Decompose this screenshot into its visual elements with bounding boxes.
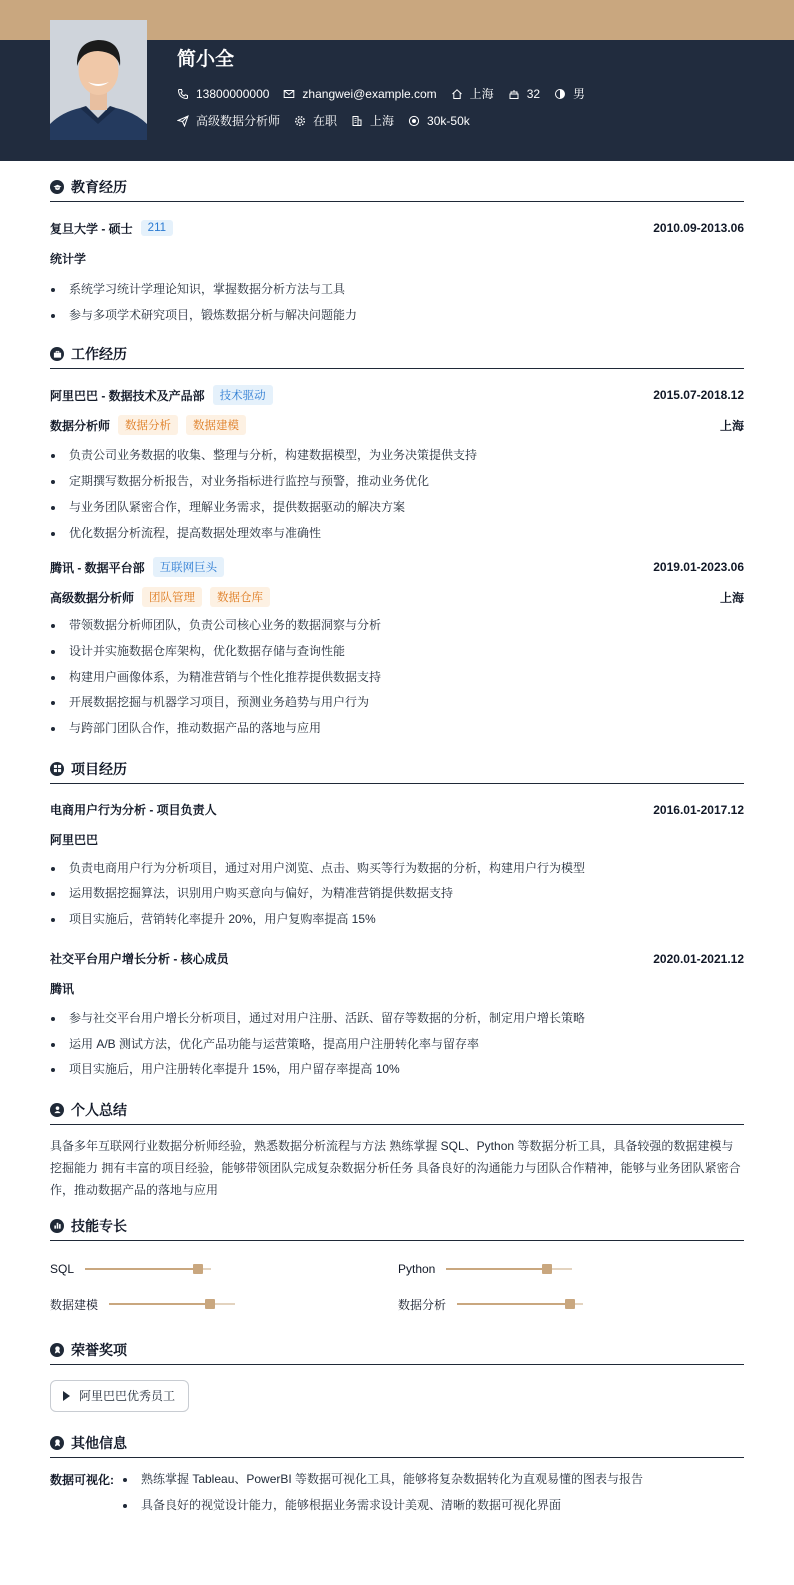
list-item: 运用 A/B 测试方法，优化产品功能与运营策略，提高用户注册转化率与留存率 xyxy=(50,1032,744,1058)
skill-bar xyxy=(109,1303,235,1305)
skill-bar-fill xyxy=(109,1303,210,1305)
skills-section xyxy=(50,1215,744,1315)
award-icon xyxy=(50,1436,64,1450)
mail-icon xyxy=(283,88,295,100)
city-item xyxy=(451,85,494,102)
skills-grid xyxy=(50,1241,744,1315)
project-bullets xyxy=(50,1006,744,1083)
phone-icon xyxy=(177,88,189,100)
list-item: 负责公司业务数据的收集、整理与分析，构建数据模型，为业务决策提供支持 xyxy=(50,443,744,469)
summary-text: 具备多年互联网行业数据分析师经验，熟悉数据分析流程与方法 熟练掌握 SQL、Python 等数据分析工具，具备较强的数据建模与挖掘能力 拥有丰富的项目经验，能够带领团队完成复杂数据分析任务 具备良好的沟通能力与团队合作精神，能够与业务团队紧密合作，推动数据产品的落地与应用 xyxy=(50,1138,741,1197)
list-item: 系统学习统计学理论知识，掌握数据分析方法与工具 xyxy=(50,277,744,303)
email-item xyxy=(283,87,436,101)
expected-city-item xyxy=(351,112,394,129)
entry-date: 2016.01-2017.12 xyxy=(653,802,744,817)
skills-title: 技能专长 xyxy=(71,1217,127,1234)
skill-name: SQL xyxy=(50,1261,75,1276)
school-name: 复旦大学 - 硕士 xyxy=(50,221,133,236)
gender-icon xyxy=(554,88,566,100)
award-text: 阿里巴巴优秀员工 xyxy=(79,1389,176,1404)
project-name: 电商用户行为分析 - 项目负责人 xyxy=(50,803,217,818)
status-item xyxy=(294,112,337,129)
skill-bar-fill xyxy=(446,1268,547,1270)
other-title: 其他信息 xyxy=(71,1434,127,1451)
list-item: 运用数据挖掘算法，识别用户购买意向与偏好，为精准营销提供数据支持 xyxy=(50,881,744,907)
phone-text: 13800000000 xyxy=(196,86,270,101)
list-item: 负责电商用户行为分析项目，通过对用户浏览、点击、购买等行为数据的分析，构建用户行为模型 xyxy=(50,856,744,882)
user-icon xyxy=(50,1103,64,1117)
candidate-name: 简小全 xyxy=(177,49,235,70)
location: 上海 xyxy=(719,418,744,433)
coin-icon xyxy=(408,115,420,127)
entry-date: 2015.07-2018.12 xyxy=(653,388,744,403)
city-text: 上海 xyxy=(469,87,494,101)
entry-header xyxy=(50,555,744,579)
phone-item xyxy=(177,87,269,101)
avatar-illustration xyxy=(50,20,147,140)
skills-header xyxy=(50,1215,744,1241)
age-text: 32 xyxy=(526,86,541,101)
work-header xyxy=(50,343,744,369)
honors-section xyxy=(50,1339,744,1412)
project-org xyxy=(50,827,744,853)
education-entry xyxy=(50,216,744,328)
building-icon xyxy=(351,115,363,127)
skill-item xyxy=(50,1296,235,1313)
entry-header xyxy=(50,383,744,407)
list-item: 构建用户画像体系，为精准营销与个性化推荐提供数据支持 xyxy=(50,665,744,691)
skill-bar-knob xyxy=(193,1264,203,1274)
list-item: 设计并实施数据仓库架构，优化数据存储与查询性能 xyxy=(50,639,744,665)
projects-section xyxy=(50,758,744,1083)
gender-text: 男 xyxy=(573,87,586,101)
list-item: 开展数据挖掘与机器学习项目，预测业务趋势与用户行为 xyxy=(50,690,744,716)
position-item xyxy=(177,112,280,129)
home-icon xyxy=(451,88,463,100)
summary-header xyxy=(50,1099,744,1125)
education-title: 教育经历 xyxy=(71,179,127,195)
education-bullets xyxy=(50,277,744,328)
role-tag: 团队管理 xyxy=(142,587,202,607)
skill-item xyxy=(398,1296,583,1313)
location: 上海 xyxy=(719,590,744,605)
cake-icon xyxy=(508,88,520,100)
other-label: 数据可视化: xyxy=(50,1472,114,1487)
entry-date: 2020.01-2021.12 xyxy=(653,951,744,966)
project-entry xyxy=(50,947,744,1083)
status-text: 在职 xyxy=(313,114,338,128)
gender-item xyxy=(554,85,585,102)
role-tag: 数据建模 xyxy=(186,415,246,435)
skill-name: 数据建模 xyxy=(50,1297,99,1312)
projects-header xyxy=(50,758,744,784)
role-row xyxy=(50,584,744,610)
position-text: 高级数据分析师 xyxy=(196,114,281,128)
expected-city-text: 上海 xyxy=(370,114,395,128)
grid-icon xyxy=(50,762,64,776)
list-item: 与业务团队紧密合作，理解业务需求，提供数据驱动的解决方案 xyxy=(50,495,744,521)
other-section xyxy=(50,1432,744,1518)
honors-title: 荣誉奖项 xyxy=(71,1341,127,1358)
skill-bar xyxy=(446,1268,572,1270)
role-name: 高级数据分析师 xyxy=(50,590,135,605)
other-header xyxy=(50,1432,744,1458)
skill-bar-knob xyxy=(565,1299,575,1309)
education-header xyxy=(50,176,744,202)
skill-item xyxy=(50,1262,211,1276)
list-item: 参与多项学术研究项目，锻炼数据分析与解决问题能力 xyxy=(50,303,744,329)
play-icon xyxy=(63,1391,70,1401)
skill-bar-knob xyxy=(205,1299,215,1309)
school-tag: 211 xyxy=(141,220,173,236)
list-item: 项目实施后，用户注册转化率提升 15%，用户留存率提高 10% xyxy=(50,1057,744,1083)
award-icon xyxy=(50,1343,64,1357)
honors-header xyxy=(50,1339,744,1365)
skill-bar xyxy=(457,1303,583,1305)
list-item: 具备良好的视觉设计能力，能够根据业务需求设计美观、清晰的数据可视化界面 xyxy=(122,1493,744,1519)
briefcase-icon xyxy=(50,347,64,361)
salary-text: 30k-50k xyxy=(427,113,470,128)
award-badge xyxy=(50,1380,189,1412)
contact-info-row xyxy=(177,85,599,102)
entry-header xyxy=(50,947,744,971)
settings-icon xyxy=(294,115,306,127)
work-section xyxy=(50,343,744,741)
role-name: 数据分析师 xyxy=(50,418,111,433)
graduation-cap-icon xyxy=(50,180,64,194)
list-item: 与跨部门团队合作，推动数据产品的落地与应用 xyxy=(50,716,744,742)
skill-name: Python xyxy=(398,1261,436,1276)
project-org xyxy=(50,976,744,1002)
list-item: 定期撰写数据分析报告，对业务指标进行监控与预警，推动业务优化 xyxy=(50,469,744,495)
entry-header xyxy=(50,798,744,822)
skill-item xyxy=(398,1262,572,1276)
email-text: zhangwei@example.com xyxy=(302,86,437,101)
list-item: 带领数据分析师团队，负责公司核心业务的数据洞察与分析 xyxy=(50,613,744,639)
work-entry xyxy=(50,383,744,546)
project-name: 社交平台用户增长分析 - 核心成员 xyxy=(50,952,229,967)
other-item xyxy=(50,1467,744,1518)
summary-section xyxy=(50,1099,744,1201)
entry-header xyxy=(50,216,744,240)
org-text: 腾讯 xyxy=(50,982,75,997)
skill-name: 数据分析 xyxy=(398,1297,447,1312)
work-entry xyxy=(50,555,744,742)
role-tag: 数据分析 xyxy=(118,415,178,435)
company-name: 阿里巴巴 - 数据技术及产品部 xyxy=(50,388,205,403)
company-name: 腾讯 - 数据平台部 xyxy=(50,560,145,575)
skill-bar-knob xyxy=(542,1264,552,1274)
list-item: 熟练掌握 Tableau、PowerBI 等数据可视化工具，能够将复杂数据转化为直观易懂的图表与报告 xyxy=(122,1467,744,1493)
major-text: 统计学 xyxy=(50,251,87,266)
profile-photo xyxy=(50,20,147,140)
send-icon xyxy=(177,115,189,127)
major xyxy=(50,245,744,271)
work-title: 工作经历 xyxy=(71,346,127,363)
bar-chart-icon xyxy=(50,1219,64,1233)
skill-bar-fill xyxy=(85,1268,198,1270)
role-tag: 数据仓库 xyxy=(210,587,270,607)
other-bullets xyxy=(122,1467,744,1518)
list-item: 参与社交平台用户增长分析项目，通过对用户注册、活跃、留存等数据的分析，制定用户增长策略 xyxy=(50,1006,744,1032)
education-section xyxy=(50,161,744,328)
entry-date: 2019.01-2023.06 xyxy=(653,560,744,575)
project-entry xyxy=(50,798,744,933)
list-item: 项目实施后，营销转化率提升 20%，用户复购率提高 15% xyxy=(50,907,744,933)
projects-title: 项目经历 xyxy=(71,760,127,777)
company-tag: 互联网巨头 xyxy=(153,557,225,577)
project-bullets xyxy=(50,856,744,933)
company-tag: 技术驱动 xyxy=(213,385,273,405)
skill-bar-fill xyxy=(457,1303,570,1305)
work-bullets xyxy=(50,613,744,742)
resume-body xyxy=(50,161,744,1518)
entry-date: 2010.09-2013.06 xyxy=(653,221,744,235)
job-info-row xyxy=(177,112,484,129)
summary-title: 个人总结 xyxy=(71,1101,127,1118)
work-bullets xyxy=(50,443,744,546)
skill-bar xyxy=(85,1268,211,1270)
org-text: 阿里巴巴 xyxy=(50,833,99,848)
role-row xyxy=(50,412,744,438)
list-item: 优化数据分析流程，提高数据处理效率与准确性 xyxy=(50,521,744,547)
salary-item xyxy=(408,114,470,128)
age-item xyxy=(508,87,540,101)
